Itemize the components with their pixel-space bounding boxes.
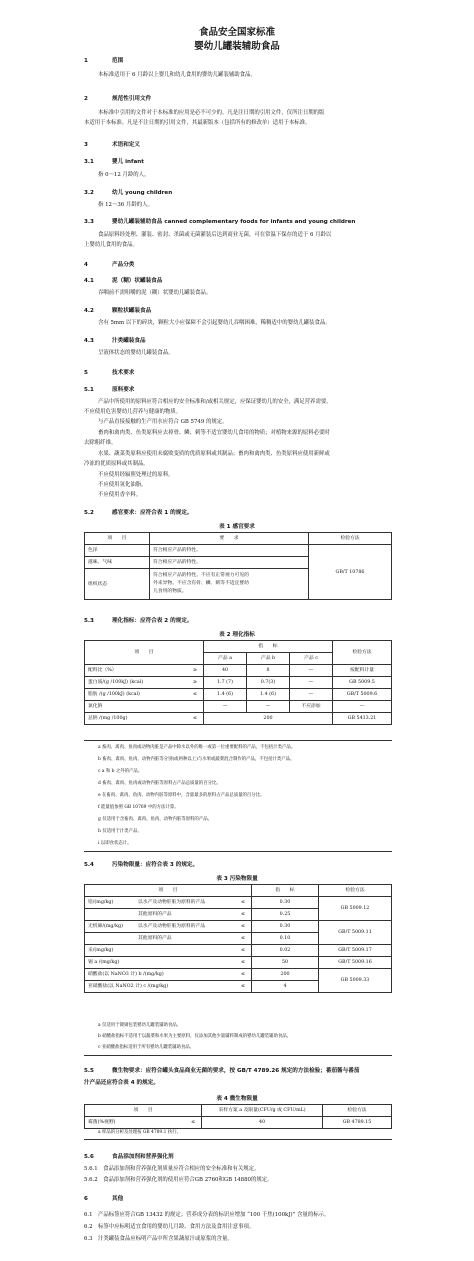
- table-3: [84, 884, 392, 993]
- class-4-1-text: 吞咽前不需咀嚼的泥（糊）状婴幼儿罐装食品。: [98, 290, 212, 296]
- table-2-bottom-border: [84, 851, 392, 852]
- table-header: 产品 b: [247, 653, 290, 665]
- class-4-2-text: 含有 5mm 以下的碎块，颗粒大小应保障不会引起婴幼儿吞咽困难，稀稠适中的婴幼儿罐装食品。: [98, 320, 331, 326]
- table-row: 铅/(mg/kg) 以水产及动物肝脏为原料的产品 ≤ 0.30 GB 5009.12: [85, 897, 392, 909]
- section-4-heading: 4 产品分类: [84, 262, 135, 268]
- table-row: 汞/(mg/kg) ≤ 0.02 GB/T 5009.17: [85, 945, 392, 957]
- table-row: 其他原料的产品 ≤ 0.25: [85, 909, 392, 921]
- req-5-1-line: 冷冻的优质原料或其制品。: [84, 461, 149, 467]
- req-5-1-line: 畜肉和禽肉类、鱼类原料应去掉骨、鳞、刺等不适宜婴幼儿食用的物质；对植物来源的原料必要时: [98, 430, 330, 436]
- table-2-note: c a 和 b 之外的产品。: [98, 769, 143, 774]
- other-6-2: 6.2 标签中应标明适宜食用的婴幼儿月龄、食用方法及食用注意事项。: [84, 1224, 255, 1230]
- section-1-heading: 1 范围: [84, 58, 124, 64]
- table-3-note: c 亚硝酸盐指标适用于所有婴幼儿罐装辅助食品。: [98, 1045, 195, 1050]
- table-header: 产品 a: [204, 653, 247, 665]
- table-row: 氯化钠 — — 不应添加 —: [85, 701, 392, 713]
- table-2-notes-border: [84, 740, 392, 741]
- table-header: 检验方法: [323, 1105, 392, 1117]
- table-row: 硝酸盐(以 NaNO3 计) b /(mg/kg) ≤ 200 GB 5009.33: [85, 969, 392, 981]
- table-row: 无机砷/(mg/kg) 以水产及动物肝脏为原料的产品 ≤ 0.30 GB/T 5009.11: [85, 921, 392, 933]
- table-row: 霉菌(%视野) ≤ 40 GB 4789.15: [85, 1117, 392, 1129]
- table-row: 蛋白质/(g /100kJ) (kcal) ≥ 1.7 (7) 0.7(3) — GB 5009.5: [85, 677, 392, 689]
- table-row: 配料比（%） ≥ 40 8 — 按配料计量: [85, 665, 392, 677]
- table-cell: 组织状态: [85, 569, 150, 600]
- table-3-caption: 表 3 污染物限量: [216, 876, 258, 882]
- other-6-1: 6.1 产品标签应符合GB 13432 的规定；营养成分表的标识应增加 “100 千焦(100kJ)” 含量的标示。: [84, 1212, 330, 1218]
- table-3-bottom-border: [84, 1055, 392, 1056]
- table-row: 其他原料的产品 ≤ 0.10: [85, 933, 392, 945]
- class-4-3-heading: 4.3 汁类罐装食品: [84, 338, 146, 344]
- req-5-5-line-2: 汁产品还应符合表 4 的规定。: [84, 1080, 159, 1086]
- table-2-note: f 能量值参照 GB 10769 中的方法计算。: [98, 805, 179, 810]
- table-2-note: e 在畜肉、禽肉、鱼肉、动物内脏等原料中，含量最多的原料占产品总质量的百分比。: [98, 793, 265, 798]
- table-header: 检验方法: [333, 641, 392, 665]
- def-3-1-text: 指 0～12 月龄的人。: [98, 172, 150, 178]
- table-2: [84, 640, 392, 725]
- table-4-caption: 表 4 微生物限量: [216, 1096, 258, 1102]
- table-cell: GB/T 10786: [309, 545, 392, 600]
- section-2-line-1: 本标准中引用的文件对于本标准的应用是必不可少的。凡是注日期的引用文件，仅所注日期的版: [98, 110, 325, 116]
- table-1: [84, 532, 392, 600]
- req-5-2-heading: 5.2 感官要求：应符合表 1 的规定。: [84, 510, 193, 516]
- table-4-bottom-border: [84, 1139, 392, 1140]
- section-2-line-2: 本适用于本标准。凡是不注日期的引用文件，其最新版本（包括所有的修改单）适用于本标准。: [84, 120, 311, 126]
- table-header: 采样方案 a 及限量(CFU/g 或 CFU/mL): [202, 1105, 323, 1117]
- table-row: 总钠 /(mg /100g) ≤ 200 GB 5413.21: [85, 713, 392, 725]
- table-header: 项 目: [85, 1105, 202, 1117]
- table-4-note: a 样品的分析及处理按 GB 4789.1 执行。: [98, 1130, 181, 1135]
- table-header: 项 目: [85, 885, 252, 897]
- req-5-1-line: 不应使用香辛料。: [98, 492, 142, 498]
- table-header: 指 标: [252, 885, 319, 897]
- table-2-note: h 仅适用于汁类产品。: [98, 829, 142, 834]
- table-row: 锡 a /(mg/kg) ≤ 50 GB/T 5009.16: [85, 957, 392, 969]
- section-3-heading: 3 术语和定义: [84, 142, 140, 148]
- table-header: 项 目: [85, 533, 150, 545]
- class-4-3-text: 呈液体状态的婴幼儿罐装食品。: [98, 350, 174, 356]
- table-2-note: d 畜肉、禽肉、鱼肉或动物内脏等原料占产品总质量的百分比。: [98, 781, 221, 786]
- table-3-note: b 硝酸盐指标不适用于以蔬菜和水果为主要原料、仅添加其他少量辅料制成的婴幼儿罐装辅助食品。: [98, 1034, 292, 1039]
- def-3-3-line-2: 上婴幼儿食用的食品。: [84, 242, 138, 248]
- req-5-1-line: 去除粗纤维。: [84, 440, 117, 446]
- table-2-note: g 仅适用于含畜肉、禽肉、鱼肉、动物内脏等原料的产品。: [98, 817, 212, 822]
- doc-title-1: 食品安全国家标准: [198, 27, 275, 38]
- table-2-caption: 表 2 理化指标: [219, 632, 255, 638]
- req-5-3-heading: 5.3 理化指标：应符合表 2 的规定。: [84, 618, 193, 624]
- def-3-2-heading: 3.2 幼儿 young children: [84, 190, 173, 196]
- section-2-heading: 2 规范性引用文件: [84, 96, 152, 102]
- def-3-3-heading: 3.3 婴幼儿罐装辅助食品 canned complementary foods for infants and young children: [84, 219, 356, 225]
- table-row: [85, 545, 392, 557]
- table-cell: 符合相应产品的特性。: [150, 545, 309, 557]
- other-6-3: 6.3 汁类罐装食品应标明产品中所含果蔬原汁或原浆的含量。: [84, 1236, 233, 1242]
- section-1-text: 本标准适用于 6 月龄以上婴儿和幼儿食用的婴幼儿罐装辅助食品。: [98, 72, 256, 78]
- req-5-1-line: 不应使用经辐照处理过的原料。: [98, 472, 174, 478]
- req-5-4-heading: 5.4 污染物限量：应符合表 3 的规定。: [84, 862, 199, 868]
- class-4-2-heading: 4.2 颗粒状罐装食品: [84, 308, 152, 314]
- def-3-3-line-1: 食品原料经处理、灌装、密封、杀菌或无菌灌装后达到商业无菌，可在常温下保存的适于 6 月龄以: [98, 232, 332, 238]
- table-row: 脂肪 /(g /100kJ) (kcal) ≤ 1.4 (6) 1.4 (6) — GB/T 5009.6: [85, 689, 392, 701]
- table-cell: 滋味、气味: [85, 557, 150, 569]
- req-5-1-line: 产品中所使用的原料应符合相应的安全标准和/或相关规定，应保证婴幼儿的安全，满足营养需要。: [98, 399, 332, 405]
- req-5-6-heading: 5.6 食品添加剂和营养强化剂: [84, 1154, 174, 1160]
- table-2-note: b 畜肉、禽肉、鱼肉、动物内脏等分别(或两种以上)与水果或蔬菜混合制作的产品，不包括汁类产品。: [98, 757, 295, 762]
- table-header: 要 求: [150, 533, 309, 545]
- table-4: [84, 1104, 392, 1129]
- section-6-heading: 6 其他: [84, 1196, 124, 1202]
- req-5-1-line: 与产品直接接触的生产用水应符合 GB 5749 的规定。: [98, 419, 228, 425]
- req-5-6-2: 5.6.2 食品添加剂和营养强化剂的使用应符合GB 2760和GB 14880的规定。: [84, 1177, 273, 1183]
- table-header: 项 目: [85, 641, 204, 665]
- table-cell: 符合相应产品的特性。不应有正常视力可见的 外来异物。不应含有骨、鳞、刺等不适宜婴幼 儿食用的物质。: [150, 569, 309, 600]
- def-3-1-heading: 3.1 婴儿 infant: [84, 159, 144, 165]
- table-header: 产品 c: [290, 653, 333, 665]
- table-2-note: a 畜肉、禽肉、鱼肉或动物肉脏是产品中除水以外的唯一或第一位重要配料的产品，不包括汁类产品。: [98, 745, 296, 750]
- table-header: 检验方法: [309, 533, 392, 545]
- table-2-note: i 以即食状态计。: [98, 841, 132, 846]
- table-1-caption: 表 1 感官要求: [219, 524, 255, 530]
- table-header: 检验方法: [319, 885, 392, 897]
- req-5-6-1: 5.6.1 食品添加剂和营养强化剂质量应符合相应的安全标准和有关规定。: [84, 1166, 260, 1172]
- class-4-1-heading: 4.1 泥（糊）状罐装食品: [84, 278, 163, 284]
- table-header: 指 标: [204, 641, 333, 653]
- req-5-1-line: 不应使用危害婴幼儿营养与健康的物质。: [84, 409, 182, 415]
- req-5-1-line: 不应使用氢化油脂。: [98, 482, 147, 488]
- req-5-1-line: 水果、蔬菜类原料应使用未腐败变质的优质原料或其制品；畜肉和禽肉类、鱼类原料应使用新鲜或: [98, 451, 330, 457]
- def-3-2-text: 指 12～36 月龄的人。: [98, 202, 153, 208]
- table-row: 亚硝酸盐(以 NaNO2 计) c /(mg/kg) ≤ 4: [85, 981, 392, 993]
- table-cell: 色泽: [85, 545, 150, 557]
- req-5-5-line-1: 5.5 微生物要求：应符合罐头食品商业无菌的要求，按 GB/T 4789.26 规定的方法检验；番茄酱与番茄: [84, 1068, 360, 1074]
- doc-title-2: 婴幼儿罐装辅助食品: [194, 41, 280, 52]
- table-cell: 符合相应产品的特性。: [150, 557, 309, 569]
- req-5-1-heading: 5.1 原料要求: [84, 387, 135, 393]
- table-3-note: a 仅适用于镀锡包装婴幼儿罐装辅助食品。: [98, 1023, 182, 1028]
- section-5-heading: 5 技术要求: [84, 370, 135, 376]
